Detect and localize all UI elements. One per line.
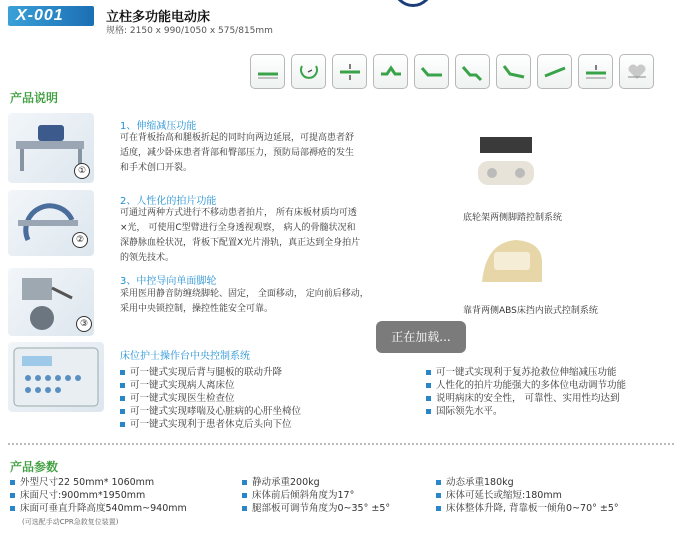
list-item: 可一键式实现医生检查位	[120, 392, 301, 405]
param-item: 床体整体升降, 背靠板一倾角0~70° ±5°	[436, 502, 619, 515]
feature-number-1: ①	[74, 163, 90, 179]
feature-text-2: 可通过两种方式进行不移动患者拍片， 所有床板材质均可透 ×光， 可使用C型臂进行全身透视观察， 病人的骨髓状况和 深静脉血栓状况，背板下配置X光片滑轨，真正达到全身拍片 的领先技术。	[120, 208, 361, 263]
param-item: 腿部板可调节角度为0~35° ±5°	[242, 502, 390, 515]
side-rail-caption: 靠背两侧ABS床挡内嵌式控制系统	[463, 306, 598, 316]
list-item: 人性化的拍片功能强大的多体位电动调节功能	[426, 379, 626, 392]
divider	[8, 443, 674, 445]
bed-back-knee-icon	[373, 54, 408, 89]
feature-image-3	[8, 268, 94, 336]
feature-text-1: 可在背板抬高和腿板折起的同时向两边延展，可提高患者舒 适度，减少卧床患者背部和臀部压力，预防局部褥疮的发生 和手术创口开裂。	[120, 133, 355, 173]
bed-reverse-trend-icon	[537, 54, 572, 89]
section-heading-params: 产品参数	[10, 460, 59, 474]
product-title: 立柱多功能电动床	[106, 10, 211, 25]
control-panel-image	[8, 342, 104, 412]
control-list-right	[426, 366, 626, 418]
feature-image-1	[8, 113, 94, 183]
feature-text-3: 采用医用静音防缠绕脚轮、固定， 全面移动， 定向前后移动， 采用中央锁控制，操控性能安全可靠。	[120, 289, 369, 314]
bed-cpr-icon	[578, 54, 613, 89]
foot-pedal-caption: 底轮架两侧脚踏控制系统	[463, 213, 563, 223]
section-heading-description: 产品说明	[10, 91, 59, 105]
param-item: 外型尺寸22 50mm* 1060mm	[10, 476, 187, 489]
param-item: 动态承重180kg	[436, 476, 619, 489]
side-rail-image	[476, 232, 548, 292]
param-item: 静动承重200kg	[242, 476, 390, 489]
spec-text: 规格: 2150 x 990/1050 x 575/815mm	[106, 26, 273, 36]
function-icon-row	[250, 54, 654, 89]
model-badge: X-001	[8, 6, 94, 26]
param-item: 床面可垂直升降高度540mm~940mm	[10, 502, 187, 515]
feature-number-3: ③	[76, 316, 92, 332]
param-item: 床面尺寸:900mm*1950mm	[10, 489, 187, 502]
param-item: 床体前后倾斜角度为17°	[242, 489, 390, 502]
bed-trend-icon	[496, 54, 531, 89]
feature-title-1: 1、伸缩减压功能	[120, 121, 197, 132]
list-item: 可一键式实现利于复苏抢救位伸缩减压功能	[426, 366, 626, 379]
bed-lift-icon	[332, 54, 367, 89]
list-item: 国际领先水平。	[426, 405, 626, 418]
control-list-left	[120, 366, 301, 431]
loading-indicator: 正在加载...	[376, 321, 466, 353]
bed-chair-icon	[455, 54, 490, 89]
params-note: (可选配手动CPR急救复位装置)	[22, 518, 119, 526]
param-item: 床体可延长或缩短:180mm	[436, 489, 619, 502]
list-item: 可一键式实现哮喘及心脏病的心肝坐椅位	[120, 405, 301, 418]
params-col-3	[436, 476, 619, 515]
list-item: 可一键式实现病人离床位	[120, 379, 301, 392]
feature-title-3: 3、中控导向单面脚轮	[120, 276, 217, 287]
bed-back-raise-icon	[414, 54, 449, 89]
foot-pedal-image	[462, 125, 550, 195]
params-col-2	[242, 476, 390, 515]
params-col-1	[10, 476, 187, 515]
feature-image-2	[8, 190, 94, 256]
bed-flat-icon	[250, 54, 285, 89]
feature-title-2: 2、人性化的拍片功能	[120, 196, 217, 207]
control-title: 床位护士操作台中央控制系统	[120, 351, 250, 362]
list-item: 可一键式实现利于患者休克后头向下位	[120, 418, 301, 431]
brand-logo-fragment	[393, 0, 433, 7]
list-item: 说明病床的安全性， 可靠性、实用性均达到	[426, 392, 626, 405]
list-item: 可一键式实现后背与腿板的联动升降	[120, 366, 301, 379]
feature-number-2: ②	[72, 232, 88, 248]
heart-icon	[619, 54, 654, 89]
bed-tilt-icon	[291, 54, 326, 89]
